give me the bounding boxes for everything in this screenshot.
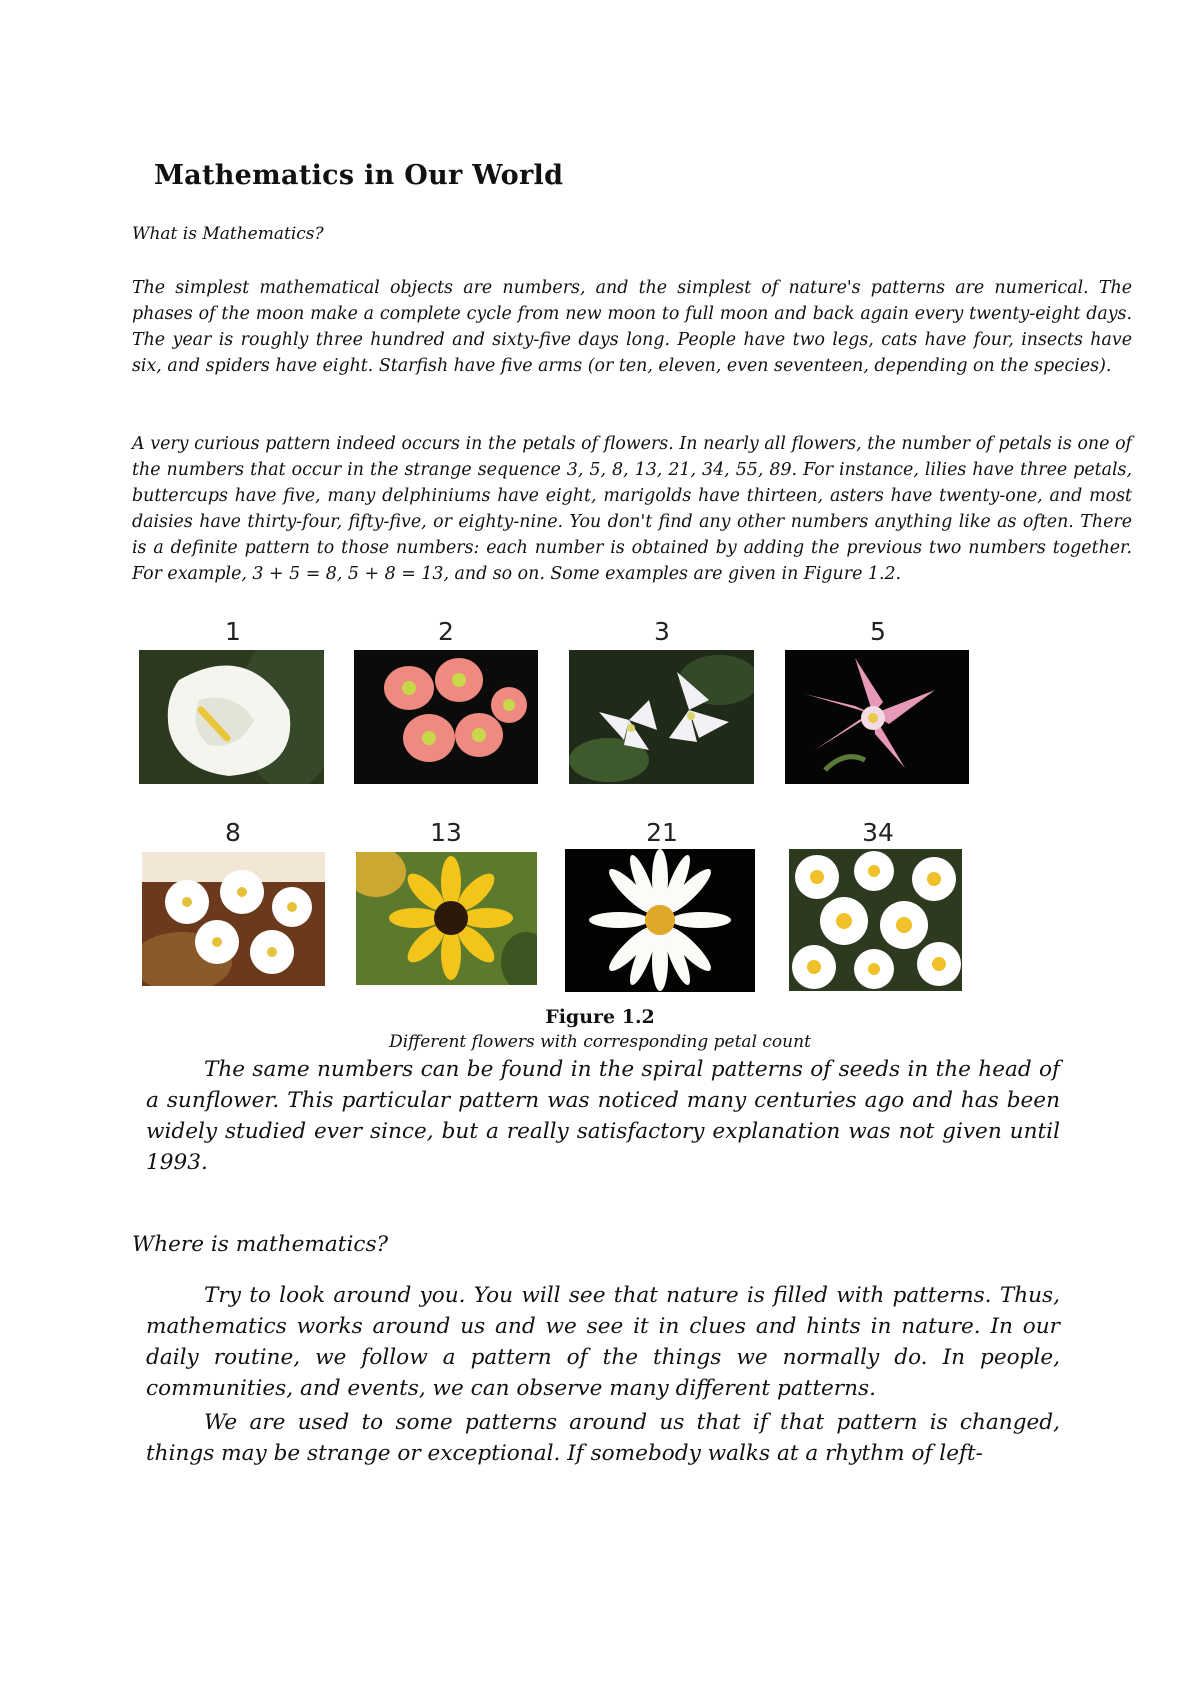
columbine-photo — [785, 650, 969, 784]
crown-of-thorns-photo — [354, 650, 538, 784]
what-is-mathematics-heading: What is Mathematics? — [132, 224, 324, 244]
where-is-mathematics-heading: Where is mathematics? — [132, 1232, 389, 1257]
petal-count-label: 21 — [646, 818, 678, 847]
petal-count-label: 3 — [654, 617, 670, 646]
petal-count-label: 34 — [862, 818, 894, 847]
petal-count-label: 5 — [870, 617, 886, 646]
paragraph-petals: A very curious pattern indeed occurs in the petals of flowers. In nearly all flowers, the number of petals is one of the numbers that occur in the strange sequence 3, 5, 8, 13, 21, 34, 55, 89. For instance, lilies have three petals, buttercups have five, many delphiniums have eight, marigolds have thirteen, asters have twenty-one, and most daisies have thirty-four, fifty-five, or eighty-nine. You don't find any other numbers anything like as often. There is a definite pattern to those numbers: each number is obtained by adding the previous two numbers together. For example, 3 + 5 = 8, 5 + 8 = 13, and so on. Some examples are given in Figure 1.2. — [132, 434, 1132, 584]
paragraph-numbers: The simplest mathematical objects are numbers, and the simplest of nature's patterns are numerical. The phases of the moon make a complete cycle from new moon to full moon and back again every twenty-eight days. The year is roughly three hundred and sixty-five days long. People have two legs, cats have four, insects have six, and spiders have eight. Starfish have five arms (or ten, eleven, even seventeen, depending on the species). — [132, 278, 1132, 376]
page-title: Mathematics in Our World — [154, 160, 564, 191]
petal-count-label: 8 — [225, 818, 241, 847]
shasta-daisies-photo — [789, 849, 962, 991]
calla-lily-photo — [139, 650, 324, 784]
petal-count-label: 2 — [438, 617, 454, 646]
daisy-photo — [565, 849, 755, 992]
paragraph-look-around: Try to look around you. You will see that nature is filled with patterns. Thus, mathematics works around us and we see it in clues and hints in nature. In our daily routine, we follow a pattern of the things we normally do. In people, communities, and events, we can observe many different patterns. — [146, 1283, 1060, 1401]
petal-count-label: 13 — [430, 818, 462, 847]
petal-count-label: 1 — [225, 617, 241, 646]
paragraph-sunflower: The same numbers can be found in the spiral patterns of seeds in the head of a sunflower. This particular pattern was noticed many centuries ago and has been widely studied ever since, but a really satisfactory explanation was not given until 1993. — [146, 1057, 1060, 1175]
figure-caption-title: Figure 1.2 — [545, 1006, 655, 1028]
black-eyed-susan-photo — [356, 852, 537, 985]
paragraph-patterns-changed: We are used to some patterns around us that if that pattern is changed, things may be strange or exceptional. If somebody walks at a rhythm of left- — [146, 1410, 1060, 1466]
trillium-photo — [569, 650, 754, 784]
figure-caption-subtitle: Different flowers with corresponding petal count — [389, 1032, 811, 1052]
bloodroot-photo — [142, 852, 325, 986]
